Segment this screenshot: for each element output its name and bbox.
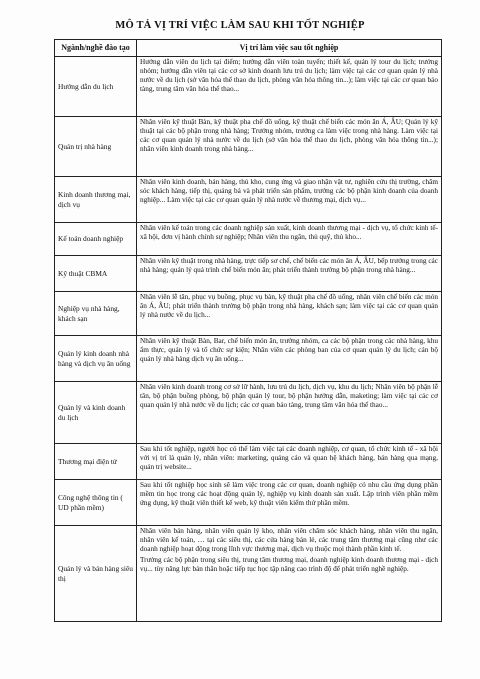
header-major: Ngành/nghề đào tạo	[55, 40, 137, 57]
description-cell	[137, 526, 442, 622]
table-row	[55, 223, 442, 256]
description-cell: Nhân viên kế toán trong các doanh nghiệp sản xuất, kinh doanh thương mại - dịch vụ, tổ chức kinh tế- xã hội, đơn vị hành chính sự nghiệp; Nhân viên thu ngân, thủ quỹ, thủ kho...	[137, 223, 442, 256]
description-cell: Nhân viên kỹ thuật trong nhà hàng, trực tiếp sơ chế, chế biến các món ăn Á, ÂU, bếp trưởng trong các nhà hàng; quản lý quá trình chế biến món ăn; phát triển thành trưởng bộ phận trong nhà hàng...	[137, 256, 442, 292]
description-cell: Nhân viên kỹ thuật Bàn, kỹ thuật pha chế đồ uống, kỹ thuật chế biến các món ăn Á, ÂU; Quản lý kỹ thuật tại các bộ phận trong nhà hàng; Trưởng nhóm, trưởng ca làm việc trong nhà hàng. Làm việc tại các cơ quan quản lý nhà nước về du lịch (sở văn hóa thể thao du lịch, phòng văn hóa thông tin...); nhân viên kinh doanh trong nhà hàng...	[137, 117, 442, 177]
table-row	[55, 526, 442, 622]
major-cell: Thương mại điện tử	[55, 444, 137, 480]
description-cell: Sau khi tốt nghiệp, người học có thể làm việc tại các doanh nghiệp, cơ quan, tổ chức kinh tế - xã hội với vị trí là quản lý, nhân viên: marketing, quảng cáo và quan hệ khách hàng, bán hàng qua mạng, quản trị website...	[137, 444, 442, 480]
table-row	[55, 256, 442, 292]
major-cell: Công nghệ thông tin ( UD phần mềm)	[55, 480, 137, 526]
major-cell: Quản lý và bán hàng siêu thị	[55, 526, 137, 622]
description-cell: Sau khi tốt nghiệp học sinh sẽ làm việc trong các cơ quan, doanh nghiệp có nhu cầu ứng dụng phần mềm tin học trong các hoạt động quản lý, nghiệp vụ kinh doanh sản xuất. Lập trình viên phần mềm ứng dụng, kỹ thuật viên thiết kế web, kỹ thuật viên kiểm thử phần mềm.	[137, 480, 442, 526]
table-row	[55, 480, 442, 526]
table-row	[55, 57, 442, 117]
description-paragraph: Nhân viên bán hàng, nhân viên quản lý kho, nhân viên chăm sóc khách hàng, nhân viên thu ngân, nhân viên kế toán, … tại các siêu thị, các cửa hàng bán lẻ, các trung tâm thương mại cũng như các doanh nghiệp hoạt động trong lĩnh vực thương mại, dịch vụ thuộc mọi thành phần kinh tế.	[140, 527, 438, 553]
job-position-table	[54, 39, 442, 622]
table-row	[55, 117, 442, 177]
major-cell: Kỹ thuật CBMA	[55, 256, 137, 292]
major-cell: Kinh doanh thương mại, dịch vụ	[55, 177, 137, 223]
major-cell: Nghiệp vụ nhà hàng, khách sạn	[55, 292, 137, 336]
description-cell: Nhân viên kinh doanh, bán hàng, thủ kho, cung ứng và giao nhận vật tư, nghiên cứu thị trường, chăm sóc khách hàng, tiếp thị, quảng bá và phát triển sản phẩm, trưởng các bộ phận kinh doanh của doanh nghiệp... Làm việc tại các cơ quan quản lý nhà nước về thương mại, dịch vụ...	[137, 177, 442, 223]
header-position: Vị trí làm việc sau tốt nghiệp	[137, 40, 442, 57]
page-title: MÔ TẢ VỊ TRÍ VIỆC LÀM SAU KHI TỐT NGHIỆP	[115, 20, 365, 31]
major-cell: Quản lý kinh doanh nhà hàng và dịch vụ ăn uống	[55, 336, 137, 382]
table-row	[55, 382, 442, 444]
major-cell: Quản lý và kinh doanh du lịch	[55, 382, 137, 444]
description-cell: Nhân viên kỹ thuật Bàn, Bar, chế biến món ăn, trưởng nhóm, ca các bộ phận trong các nhà hàng, khu ẩm thực, quản lý và tổ chức sự kiện; Nhân viên các phòng ban của cơ quan quản lý du lịch; cán bộ quản lý nhà hàng dịch vụ ăn uống...	[137, 336, 442, 382]
table-header-row	[55, 40, 442, 57]
description-cell: Nhân viên kinh doanh trong cơ sở lữ hành, lưu trú du lịch, dịch vụ, khu du lịch; Nhân viên bộ phận lễ tân, bộ phận buồng phòng, bộ phận quản lý tour, bộ phận hướng dẫn, maketing; làm việc tại các cơ quan quản lý nhà nước về du lịch; các cơ quan bảo tàng, trung tâm văn hóa thể thao...	[137, 382, 442, 444]
major-cell: Hướng dẫn du lịch	[55, 57, 137, 117]
table-row	[55, 444, 442, 480]
major-cell: Kế toán doanh nghiệp	[55, 223, 137, 256]
description-cell: Hướng dẫn viên du lịch tại điểm; hướng dẫn viên toàn tuyến; thiết kế, quản lý tour du lịch; trưởng nhóm; hướng dẫn viên tại các cơ sở kinh doanh lưu trú du lịch; làm việc tại các cơ quan quản lý nhà nước về du lịch (sở văn hóa thể thao du lịch, phòng văn hóa thông tin...); làm việc tại các cơ quan bảo tàng, trung tâm văn hóa thể thao...	[137, 57, 442, 117]
table-row	[55, 336, 442, 382]
table-row	[55, 177, 442, 223]
description-cell: Nhân viên lễ tân, phục vụ buồng, phục vụ bàn, kỹ thuật pha chế đồ uống, nhân viên chế biến các món ăn Á, ÂU; phát triển thành trưởng bộ phận trong nhà hàng, khách sạn; làm việc tại các cơ quan quản lý nhà nước về du lịch...	[137, 292, 442, 336]
description-paragraph: Trưởng các bộ phận trong siêu thị, trung tâm thương mại, doanh nghiệp kinh doanh thương mại - dịch vụ... tùy năng lực bản thân hoặc tiếp tục học tập nâng cao trình độ để phát triển nghề nghiệp.	[140, 555, 438, 573]
major-cell: Quản trị nhà hàng	[55, 117, 137, 177]
table-row	[55, 292, 442, 336]
